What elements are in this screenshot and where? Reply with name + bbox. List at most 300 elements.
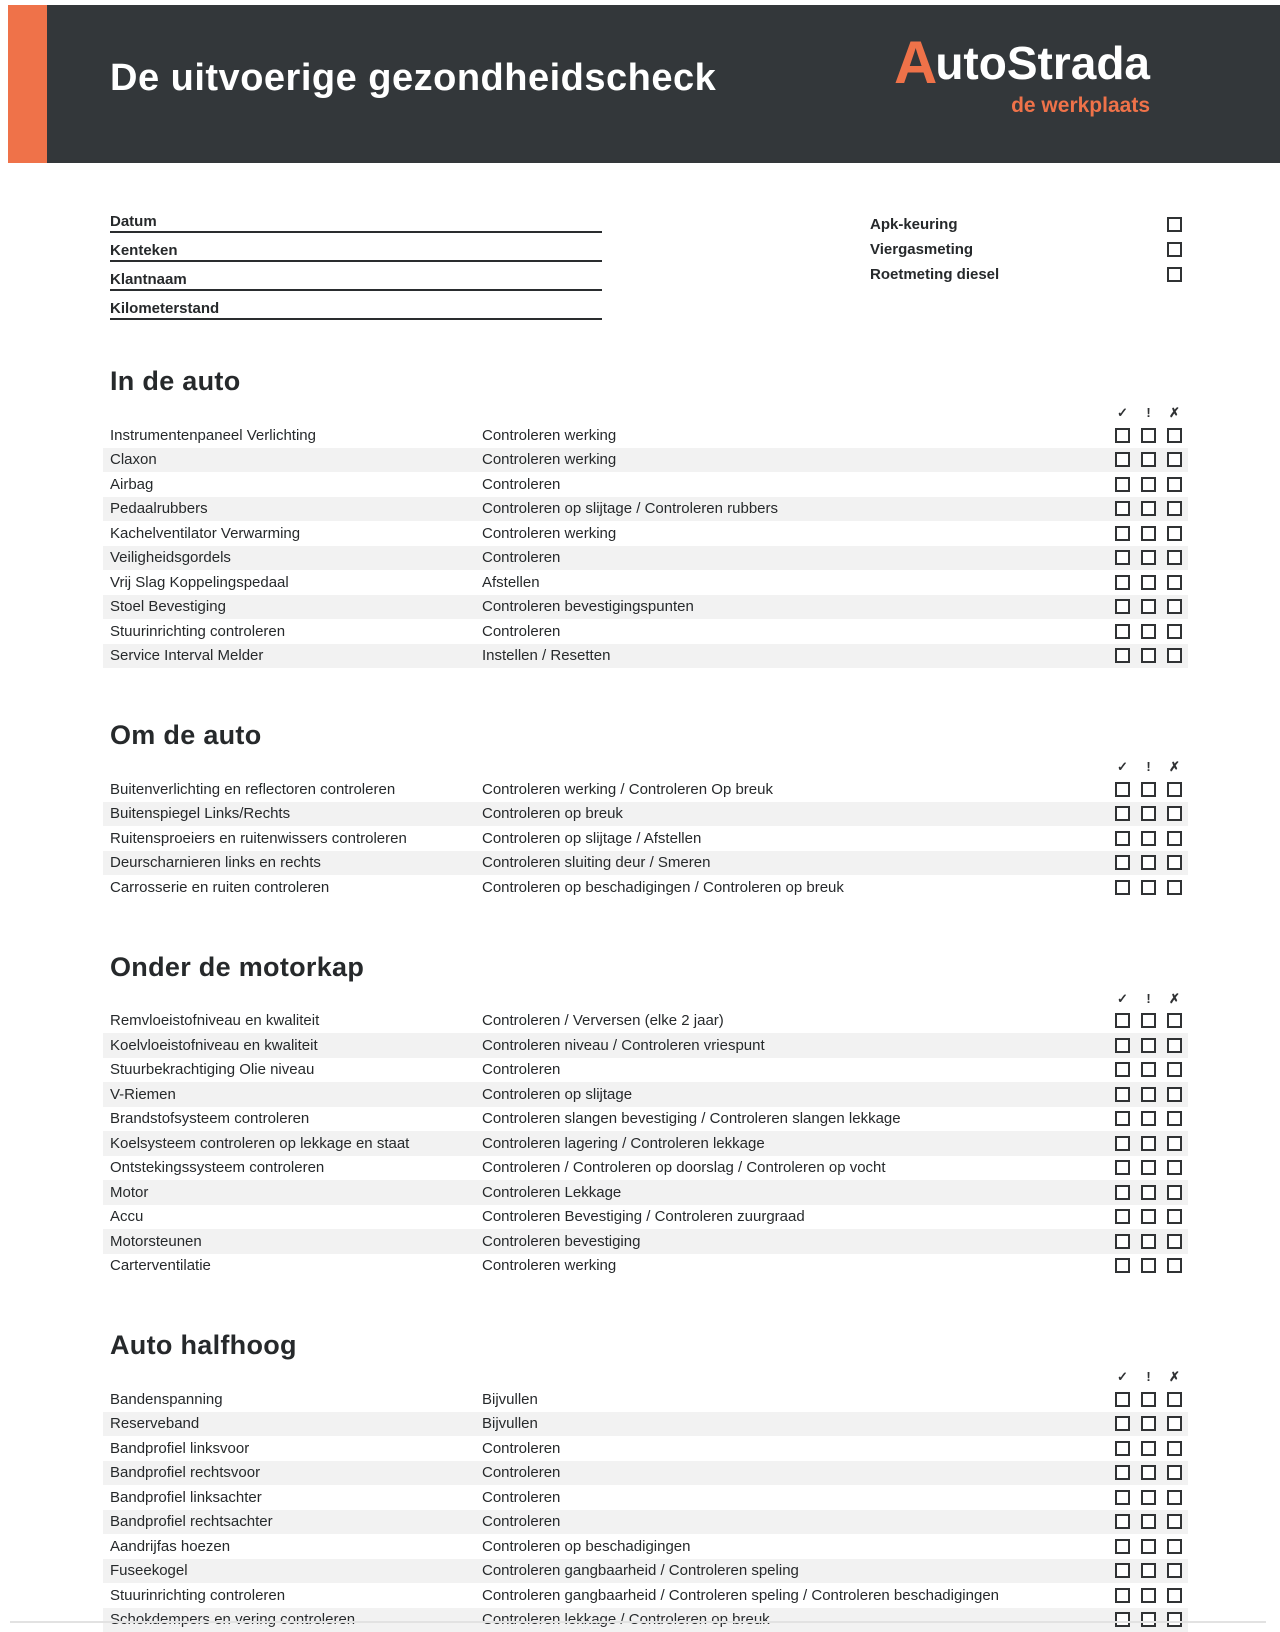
checkbox-fail[interactable] bbox=[1167, 1441, 1182, 1456]
field-kenteken-input[interactable] bbox=[110, 259, 602, 262]
row-checkboxes bbox=[1115, 526, 1182, 541]
checkbox-ok[interactable] bbox=[1115, 575, 1130, 590]
row-item-label: Ruitensproeiers en ruitenwissers controleren bbox=[110, 830, 482, 847]
row-action-label: Controleren lagering / Controleren lekkage bbox=[482, 1135, 1115, 1152]
table-row bbox=[103, 1205, 1188, 1230]
checkbox-attention[interactable] bbox=[1141, 550, 1156, 565]
checkbox-ok[interactable] bbox=[1115, 1013, 1130, 1028]
row-action-label: Controleren werking bbox=[482, 525, 1115, 542]
checkbox-ok[interactable] bbox=[1115, 1062, 1130, 1077]
table-row bbox=[103, 1033, 1188, 1058]
form-fields bbox=[110, 214, 602, 330]
checkbox-attention[interactable] bbox=[1141, 599, 1156, 614]
row-item-label: Bandprofiel linksvoor bbox=[110, 1440, 482, 1457]
row-checkboxes bbox=[1115, 1514, 1182, 1529]
checkbox-fail[interactable] bbox=[1167, 1588, 1182, 1603]
row-item-label: Brandstofsysteem controleren bbox=[110, 1110, 482, 1127]
row-item-label: Bandprofiel rechtsachter bbox=[110, 1513, 482, 1530]
row-item-label: Stoel Bevestiging bbox=[110, 598, 482, 615]
table-row bbox=[103, 1461, 1188, 1486]
row-action-label: Controleren bbox=[482, 623, 1115, 640]
checkbox-ok[interactable] bbox=[1115, 1258, 1130, 1273]
section-om-de-auto bbox=[110, 720, 1188, 900]
table-row bbox=[103, 1412, 1188, 1437]
row-checkboxes bbox=[1115, 1441, 1182, 1456]
checkbox-ok[interactable] bbox=[1115, 1441, 1130, 1456]
row-action-label: Controleren bbox=[482, 1061, 1115, 1078]
checkbox-ok[interactable] bbox=[1115, 599, 1130, 614]
checkbox-fail[interactable] bbox=[1167, 831, 1182, 846]
table-row bbox=[103, 875, 1188, 900]
table-row bbox=[103, 1156, 1188, 1181]
legend-fail-icon: ✗ bbox=[1167, 1370, 1182, 1383]
row-checkboxes bbox=[1115, 1038, 1182, 1053]
checkbox-fail[interactable] bbox=[1167, 1209, 1182, 1224]
table-row bbox=[103, 644, 1188, 669]
field-label: Klantnaam bbox=[110, 272, 602, 288]
checkbox-ok[interactable] bbox=[1115, 526, 1130, 541]
checkbox-attention[interactable] bbox=[1141, 1539, 1156, 1554]
row-item-label: Kachelventilator Verwarming bbox=[110, 525, 482, 542]
legend-ok-icon: ✓ bbox=[1115, 406, 1130, 419]
row-action-label: Controleren gangbaarheid / Controleren speling / Controleren beschadigingen bbox=[482, 1587, 1115, 1604]
table-row bbox=[103, 1510, 1188, 1535]
row-action-label: Controleren op breuk bbox=[482, 805, 1115, 822]
page-bottom-edge bbox=[10, 1621, 1266, 1623]
row-checkboxes bbox=[1115, 1087, 1182, 1102]
checkbox-ok[interactable] bbox=[1115, 501, 1130, 516]
row-checkboxes bbox=[1115, 452, 1182, 467]
row-checkboxes bbox=[1115, 624, 1182, 639]
checkbox-fail[interactable] bbox=[1167, 1258, 1182, 1273]
checkbox-viergasmeting[interactable] bbox=[1167, 242, 1182, 257]
table-row bbox=[103, 777, 1188, 802]
checkbox-attention[interactable] bbox=[1141, 1234, 1156, 1249]
row-action-label: Controleren op slijtage bbox=[482, 1086, 1115, 1103]
row-checkboxes bbox=[1115, 1539, 1182, 1554]
row-action-label: Instellen / Resetten bbox=[482, 647, 1115, 664]
table-row bbox=[103, 851, 1188, 876]
section-title: In de auto bbox=[110, 366, 1188, 397]
table-row bbox=[103, 472, 1188, 497]
legend-ok-icon: ✓ bbox=[1115, 992, 1130, 1005]
row-action-label: Controleren bbox=[482, 1440, 1115, 1457]
table-row bbox=[103, 1534, 1188, 1559]
table-row bbox=[103, 521, 1188, 546]
table-row bbox=[103, 1485, 1188, 1510]
row-item-label: Fuseekogel bbox=[110, 1562, 482, 1579]
checkbox-attention[interactable] bbox=[1141, 831, 1156, 846]
extra-checks bbox=[870, 214, 1188, 330]
checkbox-attention[interactable] bbox=[1141, 575, 1156, 590]
row-action-label: Controleren bbox=[482, 1489, 1115, 1506]
row-item-label: Carrosserie en ruiten controleren bbox=[110, 879, 482, 896]
checkbox-ok[interactable] bbox=[1115, 1111, 1130, 1126]
checkbox-attention[interactable] bbox=[1141, 1612, 1156, 1627]
row-checkboxes bbox=[1115, 550, 1182, 565]
checkbox-attention[interactable] bbox=[1141, 1038, 1156, 1053]
checkbox-ok[interactable] bbox=[1115, 1087, 1130, 1102]
extra-check-label: Apk-keuring bbox=[870, 216, 958, 233]
table-row bbox=[103, 1058, 1188, 1083]
checkbox-ok[interactable] bbox=[1115, 782, 1130, 797]
row-action-label: Controleren op slijtage / Controleren rubbers bbox=[482, 500, 1115, 517]
checkbox-attention[interactable] bbox=[1141, 1160, 1156, 1175]
row-checkboxes bbox=[1115, 1234, 1182, 1249]
checkbox-fail[interactable] bbox=[1167, 1185, 1182, 1200]
row-action-label: Controleren op beschadigingen bbox=[482, 1538, 1115, 1555]
row-action-label: Controleren werking bbox=[482, 451, 1115, 468]
checkbox-fail[interactable] bbox=[1167, 575, 1182, 590]
checkbox-fail[interactable] bbox=[1167, 1234, 1182, 1249]
checkbox-fail[interactable] bbox=[1167, 1465, 1182, 1480]
table-row bbox=[103, 497, 1188, 522]
checkbox-apk-keuring[interactable] bbox=[1167, 217, 1182, 232]
row-item-label: Schokdempers en vering controleren bbox=[110, 1611, 482, 1628]
row-checkboxes bbox=[1115, 1563, 1182, 1578]
row-item-label: Aandrijfas hoezen bbox=[110, 1538, 482, 1555]
checkbox-ok[interactable] bbox=[1115, 1038, 1130, 1053]
row-item-label: Buitenverlichting en reflectoren controleren bbox=[110, 781, 482, 798]
row-checkboxes bbox=[1115, 1136, 1182, 1151]
row-action-label: Controleren lekkage / Controleren op breuk bbox=[482, 1611, 1115, 1628]
checkbox-attention[interactable] bbox=[1141, 1563, 1156, 1578]
checkbox-attention[interactable] bbox=[1141, 1185, 1156, 1200]
row-checkboxes bbox=[1115, 599, 1182, 614]
checkbox-fail[interactable] bbox=[1167, 501, 1182, 516]
section-rows bbox=[103, 777, 1188, 900]
row-checkboxes bbox=[1115, 501, 1182, 516]
row-item-label: Ontstekingssysteem controleren bbox=[110, 1159, 482, 1176]
row-item-label: Stuurbekrachtiging Olie niveau bbox=[110, 1061, 482, 1078]
field-label: Kenteken bbox=[110, 243, 602, 259]
checkbox-ok[interactable] bbox=[1115, 1612, 1130, 1627]
row-checkboxes bbox=[1115, 1588, 1182, 1603]
row-item-label: Bandprofiel linksachter bbox=[110, 1489, 482, 1506]
row-item-label: Service Interval Melder bbox=[110, 647, 482, 664]
checkbox-ok[interactable] bbox=[1115, 1416, 1130, 1431]
table-row bbox=[103, 1436, 1188, 1461]
checkbox-fail[interactable] bbox=[1167, 1539, 1182, 1554]
checkbox-fail[interactable] bbox=[1167, 428, 1182, 443]
row-action-label: Controleren slangen bevestiging / Controleren slangen lekkage bbox=[482, 1110, 1115, 1127]
checkbox-attention[interactable] bbox=[1141, 428, 1156, 443]
table-row bbox=[103, 423, 1188, 448]
field-datum-input[interactable] bbox=[110, 230, 602, 233]
checkbox-fail[interactable] bbox=[1167, 1392, 1182, 1407]
checkbox-ok[interactable] bbox=[1115, 831, 1130, 846]
sections bbox=[110, 366, 1188, 1632]
section-onder-de-motorkap bbox=[110, 952, 1188, 1279]
checkbox-attention[interactable] bbox=[1141, 1111, 1156, 1126]
legend-attention-icon: ! bbox=[1141, 406, 1156, 419]
field-kenteken bbox=[110, 243, 602, 262]
row-checkboxes bbox=[1115, 1013, 1182, 1028]
row-checkboxes bbox=[1115, 1392, 1182, 1407]
row-item-label: Claxon bbox=[110, 451, 482, 468]
row-action-label: Controleren sluiting deur / Smeren bbox=[482, 854, 1115, 871]
row-checkboxes bbox=[1115, 648, 1182, 663]
checkbox-attention[interactable] bbox=[1141, 1588, 1156, 1603]
row-checkboxes bbox=[1115, 1258, 1182, 1273]
row-item-label: Carterventilatie bbox=[110, 1257, 482, 1274]
row-action-label: Controleren werking / Controleren Op breuk bbox=[482, 781, 1115, 798]
table-row bbox=[103, 1082, 1188, 1107]
checkbox-ok[interactable] bbox=[1115, 1185, 1130, 1200]
field-klantnaam bbox=[110, 272, 602, 291]
checkbox-attention[interactable] bbox=[1141, 1514, 1156, 1529]
table-row bbox=[103, 1387, 1188, 1412]
extra-check-roetmeting-diesel bbox=[870, 266, 1182, 283]
row-item-label: Veiligheidsgordels bbox=[110, 549, 482, 566]
brand-logo bbox=[894, 33, 1150, 116]
row-item-label: V-Riemen bbox=[110, 1086, 482, 1103]
row-item-label: Reserveband bbox=[110, 1415, 482, 1432]
checkbox-fail[interactable] bbox=[1167, 880, 1182, 895]
checkbox-ok[interactable] bbox=[1115, 1209, 1130, 1224]
row-checkboxes bbox=[1115, 1416, 1182, 1431]
row-action-label: Controleren bbox=[482, 1513, 1115, 1530]
checkbox-attention[interactable] bbox=[1141, 501, 1156, 516]
table-row bbox=[103, 1608, 1188, 1632]
row-action-label: Bijvullen bbox=[482, 1391, 1115, 1408]
checkbox-fail[interactable] bbox=[1167, 526, 1182, 541]
row-action-label: Controleren niveau / Controleren vriespunt bbox=[482, 1037, 1115, 1054]
row-action-label: Controleren / Verversen (elke 2 jaar) bbox=[482, 1012, 1115, 1029]
checkbox-attention[interactable] bbox=[1141, 855, 1156, 870]
checkbox-fail[interactable] bbox=[1167, 550, 1182, 565]
extra-check-apk-keuring bbox=[870, 216, 1182, 233]
checkbox-attention[interactable] bbox=[1141, 1136, 1156, 1151]
table-row bbox=[103, 1107, 1188, 1132]
checkbox-fail[interactable] bbox=[1167, 1111, 1182, 1126]
row-checkboxes bbox=[1115, 1062, 1182, 1077]
legend-ok-icon: ✓ bbox=[1115, 1370, 1130, 1383]
row-action-label: Controleren bbox=[482, 549, 1115, 566]
row-action-label: Controleren op slijtage / Afstellen bbox=[482, 830, 1115, 847]
legend-fail-icon: ✗ bbox=[1167, 406, 1182, 419]
checkbox-attention[interactable] bbox=[1141, 1392, 1156, 1407]
checkbox-ok[interactable] bbox=[1115, 1160, 1130, 1175]
checkbox-attention[interactable] bbox=[1141, 1441, 1156, 1456]
header bbox=[8, 5, 1280, 163]
row-item-label: Koelsysteem controleren op lekkage en staat bbox=[110, 1135, 482, 1152]
row-item-label: Bandenspanning bbox=[110, 1391, 482, 1408]
row-item-label: Remvloeistofniveau en kwaliteit bbox=[110, 1012, 482, 1029]
row-action-label: Controleren werking bbox=[482, 1257, 1115, 1274]
checkbox-attention[interactable] bbox=[1141, 452, 1156, 467]
field-klantnaam-input[interactable] bbox=[110, 288, 602, 291]
checkbox-attention[interactable] bbox=[1141, 526, 1156, 541]
row-action-label: Afstellen bbox=[482, 574, 1115, 591]
row-checkboxes bbox=[1115, 831, 1182, 846]
checkbox-attention[interactable] bbox=[1141, 648, 1156, 663]
checkbox-fail[interactable] bbox=[1167, 855, 1182, 870]
brand-logo-rest: utoStrada bbox=[935, 37, 1150, 89]
checkbox-ok[interactable] bbox=[1115, 1136, 1130, 1151]
row-checkboxes bbox=[1115, 1185, 1182, 1200]
row-item-label: Instrumentenpaneel Verlichting bbox=[110, 427, 482, 444]
table-row bbox=[103, 546, 1188, 571]
row-action-label: Controleren bbox=[482, 476, 1115, 493]
row-action-label: Controleren Bevestiging / Controleren zuurgraad bbox=[482, 1208, 1115, 1225]
table-row bbox=[103, 619, 1188, 644]
row-action-label: Controleren bevestigingspunten bbox=[482, 598, 1115, 615]
checkbox-attention[interactable] bbox=[1141, 1465, 1156, 1480]
checkbox-fail[interactable] bbox=[1167, 452, 1182, 467]
section-rows bbox=[103, 423, 1188, 668]
checkbox-ok[interactable] bbox=[1115, 1465, 1130, 1480]
checkbox-ok[interactable] bbox=[1115, 1490, 1130, 1505]
row-checkboxes bbox=[1115, 1209, 1182, 1224]
legend bbox=[110, 992, 1182, 1005]
checkbox-fail[interactable] bbox=[1167, 477, 1182, 492]
legend-fail-icon: ✗ bbox=[1167, 992, 1182, 1005]
checkbox-attention[interactable] bbox=[1141, 477, 1156, 492]
checkbox-attention[interactable] bbox=[1141, 1062, 1156, 1077]
extra-check-label: Viergasmeting bbox=[870, 241, 973, 258]
section-auto-halfhoog bbox=[110, 1330, 1188, 1632]
row-checkboxes bbox=[1115, 880, 1182, 895]
section-rows bbox=[103, 1009, 1188, 1279]
row-item-label: Accu bbox=[110, 1208, 482, 1225]
row-item-label: Motorsteunen bbox=[110, 1233, 482, 1250]
checkbox-fail[interactable] bbox=[1167, 624, 1182, 639]
checkbox-attention[interactable] bbox=[1141, 1490, 1156, 1505]
section-rows bbox=[103, 1387, 1188, 1632]
row-action-label: Controleren op beschadigingen / Controleren op breuk bbox=[482, 879, 1115, 896]
checkbox-fail[interactable] bbox=[1167, 1013, 1182, 1028]
checkbox-fail[interactable] bbox=[1167, 782, 1182, 797]
table-row bbox=[103, 570, 1188, 595]
row-checkboxes bbox=[1115, 575, 1182, 590]
checkbox-ok[interactable] bbox=[1115, 806, 1130, 821]
brand-logo-accent-letter: A bbox=[894, 29, 935, 96]
row-checkboxes bbox=[1115, 1111, 1182, 1126]
checkbox-fail[interactable] bbox=[1167, 1514, 1182, 1529]
checkbox-roetmeting-diesel[interactable] bbox=[1167, 267, 1182, 282]
checkbox-fail[interactable] bbox=[1167, 1612, 1182, 1627]
legend-attention-icon: ! bbox=[1141, 1370, 1156, 1383]
row-item-label: Buitenspiegel Links/Rechts bbox=[110, 805, 482, 822]
legend-fail-icon: ✗ bbox=[1167, 760, 1182, 773]
header-accent-bar bbox=[8, 5, 47, 163]
table-row bbox=[103, 1009, 1188, 1034]
checkbox-fail[interactable] bbox=[1167, 806, 1182, 821]
checkbox-ok[interactable] bbox=[1115, 880, 1130, 895]
row-action-label: Bijvullen bbox=[482, 1415, 1115, 1432]
row-item-label: Bandprofiel rechtsvoor bbox=[110, 1464, 482, 1481]
checkbox-attention[interactable] bbox=[1141, 1258, 1156, 1273]
checkbox-attention[interactable] bbox=[1141, 806, 1156, 821]
checkbox-ok[interactable] bbox=[1115, 428, 1130, 443]
checkbox-fail[interactable] bbox=[1167, 1038, 1182, 1053]
checkbox-ok[interactable] bbox=[1115, 550, 1130, 565]
field-kilometerstand-input[interactable] bbox=[110, 317, 602, 320]
field-kilometerstand bbox=[110, 301, 602, 320]
form-area bbox=[110, 214, 1188, 330]
row-action-label: Controleren Lekkage bbox=[482, 1184, 1115, 1201]
table-row bbox=[103, 1131, 1188, 1156]
table-row bbox=[103, 826, 1188, 851]
checkbox-ok[interactable] bbox=[1115, 452, 1130, 467]
checkbox-fail[interactable] bbox=[1167, 1087, 1182, 1102]
checkbox-ok[interactable] bbox=[1115, 624, 1130, 639]
row-checkboxes bbox=[1115, 1160, 1182, 1175]
table-row bbox=[103, 595, 1188, 620]
checkbox-attention[interactable] bbox=[1141, 880, 1156, 895]
checkbox-fail[interactable] bbox=[1167, 1563, 1182, 1578]
extra-check-viergasmeting bbox=[870, 241, 1182, 258]
checkbox-attention[interactable] bbox=[1141, 782, 1156, 797]
checkbox-ok[interactable] bbox=[1115, 855, 1130, 870]
legend bbox=[110, 1370, 1182, 1383]
row-action-label: Controleren bbox=[482, 1464, 1115, 1481]
checkbox-ok[interactable] bbox=[1115, 477, 1130, 492]
row-checkboxes bbox=[1115, 782, 1182, 797]
row-checkboxes bbox=[1115, 1612, 1182, 1627]
checkbox-fail[interactable] bbox=[1167, 1416, 1182, 1431]
checkbox-ok[interactable] bbox=[1115, 1234, 1130, 1249]
checkbox-attention[interactable] bbox=[1141, 624, 1156, 639]
row-item-label: Stuurinrichting controleren bbox=[110, 623, 482, 640]
table-row bbox=[103, 1254, 1188, 1279]
row-action-label: Controleren / Controleren op doorslag / Controleren op vocht bbox=[482, 1159, 1115, 1176]
row-item-label: Deurscharnieren links en rechts bbox=[110, 854, 482, 871]
field-label: Kilometerstand bbox=[110, 301, 602, 317]
brand-logo-tagline: de werkplaats bbox=[894, 95, 1150, 116]
row-checkboxes bbox=[1115, 428, 1182, 443]
checkbox-fail[interactable] bbox=[1167, 1160, 1182, 1175]
field-datum bbox=[110, 214, 602, 233]
checkbox-attention[interactable] bbox=[1141, 1013, 1156, 1028]
row-action-label: Controleren gangbaarheid / Controleren speling bbox=[482, 1562, 1115, 1579]
checkbox-ok[interactable] bbox=[1115, 1539, 1130, 1554]
brand-logo-name bbox=[894, 33, 1150, 93]
checkbox-attention[interactable] bbox=[1141, 1087, 1156, 1102]
section-title: Om de auto bbox=[110, 720, 1188, 751]
checkbox-ok[interactable] bbox=[1115, 648, 1130, 663]
table-row bbox=[103, 1559, 1188, 1584]
row-item-label: Airbag bbox=[110, 476, 482, 493]
checkbox-fail[interactable] bbox=[1167, 1490, 1182, 1505]
content bbox=[110, 163, 1188, 1632]
row-item-label: Motor bbox=[110, 1184, 482, 1201]
checkbox-fail[interactable] bbox=[1167, 1136, 1182, 1151]
checkbox-ok[interactable] bbox=[1115, 1514, 1130, 1529]
checkbox-fail[interactable] bbox=[1167, 599, 1182, 614]
checkbox-attention[interactable] bbox=[1141, 1416, 1156, 1431]
row-item-label: Vrij Slag Koppelingspedaal bbox=[110, 574, 482, 591]
checkbox-fail[interactable] bbox=[1167, 648, 1182, 663]
row-checkboxes bbox=[1115, 806, 1182, 821]
checkbox-fail[interactable] bbox=[1167, 1062, 1182, 1077]
row-item-label: Stuurinrichting controleren bbox=[110, 1587, 482, 1604]
row-action-label: Controleren bevestiging bbox=[482, 1233, 1115, 1250]
legend-ok-icon: ✓ bbox=[1115, 760, 1130, 773]
table-row bbox=[103, 448, 1188, 473]
row-item-label: Koelvloeistofniveau en kwaliteit bbox=[110, 1037, 482, 1054]
legend bbox=[110, 406, 1182, 419]
checkbox-ok[interactable] bbox=[1115, 1563, 1130, 1578]
table-row bbox=[103, 1229, 1188, 1254]
section-title: Auto halfhoog bbox=[110, 1330, 1188, 1361]
checkbox-attention[interactable] bbox=[1141, 1209, 1156, 1224]
checkbox-ok[interactable] bbox=[1115, 1392, 1130, 1407]
legend-attention-icon: ! bbox=[1141, 760, 1156, 773]
checkbox-ok[interactable] bbox=[1115, 1588, 1130, 1603]
section-title: Onder de motorkap bbox=[110, 952, 1188, 983]
